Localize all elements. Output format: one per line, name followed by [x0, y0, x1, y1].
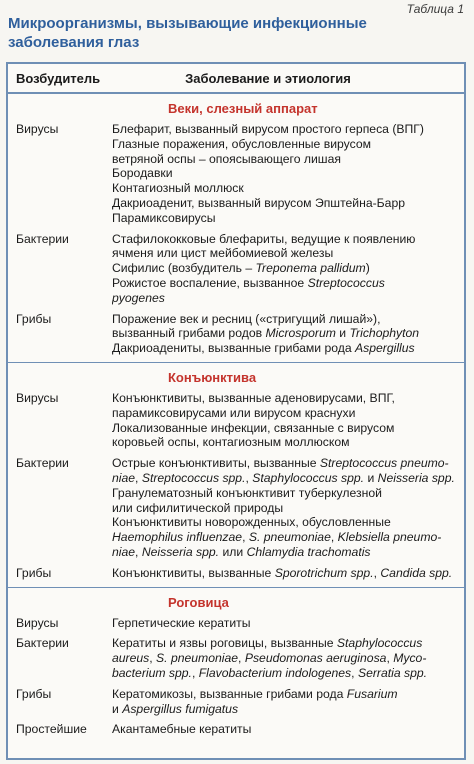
agent-cell: Грибы — [16, 311, 52, 326]
disease-line: Бородавки — [112, 166, 173, 181]
disease-cell — [112, 122, 464, 226]
disease-line: ячменя или цист мейбомиевой железы — [112, 246, 334, 261]
agent-cell: Вирусы — [16, 390, 59, 405]
disease-line: коровьей оспы, контагиозным моллюском — [112, 435, 350, 450]
agent-cell: Вирусы — [16, 122, 59, 136]
disease-line: вызванный грибами родов Microsporum и Trichophyton — [112, 326, 420, 341]
disease-line: Парамиксовирусы — [112, 210, 216, 225]
disease-line: Конъюнктивиты, вызванные Sporotrichum spp., Candida spp. — [112, 565, 453, 580]
disease-line: Локализованные инфекции, связанные с вирусом — [112, 420, 395, 435]
disease-line: Поражение век и ресниц («стригущий лишай»), — [112, 311, 381, 326]
table-label: Таблица 1 — [406, 2, 464, 16]
disease-cell — [112, 456, 464, 560]
agent-cell: Бактерии — [16, 636, 69, 651]
disease-cell — [112, 566, 464, 581]
disease-cell — [112, 616, 464, 631]
disease-line: bacterium spp., Flavobacterium indologenes, Serratia spp. — [112, 665, 428, 680]
agent-cell: Бактерии — [16, 231, 69, 246]
disease-line: Сифилис (возбудитель – Treponema pallidum) — [112, 261, 370, 276]
table-row — [8, 616, 464, 631]
disease-line: Контагиозный моллюск — [112, 181, 244, 196]
table-row — [8, 722, 464, 737]
disease-line: Конъюнктивиты новорожденных, обусловленные — [112, 515, 391, 530]
table-row — [8, 122, 464, 226]
agent-cell: Вирусы — [16, 615, 59, 630]
section-title: Конъюнктива — [168, 369, 257, 385]
disease-line: Герпетические кератиты — [112, 615, 251, 630]
agent-cell: Бактерии — [16, 456, 69, 471]
table-row — [8, 566, 464, 581]
disease-line: Дакриоаденит, вызванный вирусом Эпштейна-Барр — [112, 195, 406, 210]
disease-line: Гранулематозный конъюнктивит туберкулезной — [112, 485, 382, 500]
section-title: Веки, слезный аппарат — [168, 101, 318, 116]
header-agent: Возбудитель — [16, 70, 101, 86]
table-row — [8, 636, 464, 680]
disease-line: aureus, S. pneumoniae, Pseudomonas aeruginosa, Myco- — [112, 651, 427, 666]
section-title: Роговица — [168, 594, 229, 610]
disease-line: ветряной оспы – опоясывающего лишая — [112, 151, 341, 166]
infections-table — [6, 62, 466, 760]
disease-cell — [112, 636, 464, 680]
disease-line: Глазные поражения, обусловленные вирусом — [112, 136, 371, 151]
disease-line: niae, Streptococcus spp., Staphylococcus spp. и Neisseria spp. — [112, 470, 455, 485]
table-body — [8, 94, 464, 743]
table-section — [8, 588, 464, 744]
document-title: Микроорганизмы, вызывающие инфекционные заболевания глаз — [8, 15, 367, 51]
table-row — [8, 687, 464, 717]
disease-line: Острые конъюнктивиты, вызванные Streptococcus pneumo- — [112, 456, 449, 471]
disease-cell — [112, 232, 464, 306]
disease-line: Акантамебные кератиты — [112, 722, 252, 737]
table-header — [8, 64, 464, 94]
disease-line: парамиксовирусами или вирусом краснухи — [112, 405, 356, 420]
disease-line: Блефарит, вызванный вирусом простого герпеса (ВПГ) — [112, 122, 424, 136]
disease-line: Рожистое воспаление, вызванное Streptococcus — [112, 275, 385, 290]
disease-line: pyogenes — [112, 290, 165, 305]
disease-line: Кератомикозы, вызванные грибами рода Fusarium — [112, 686, 398, 701]
disease-line: Стафилококковые блефариты, ведущие к появлению — [112, 231, 416, 246]
disease-line: Haemophilus influenzae, S. pneumoniae, Klebsiella pneumo- — [112, 530, 442, 545]
table-section — [8, 94, 464, 363]
disease-line: или сифилитической природы — [112, 500, 284, 515]
disease-cell — [112, 722, 464, 737]
disease-cell — [112, 312, 464, 356]
table-row — [8, 232, 464, 306]
agent-cell: Простейшие — [16, 722, 87, 737]
table-section — [8, 363, 464, 588]
disease-cell — [112, 687, 464, 717]
agent-cell: Грибы — [16, 565, 52, 580]
agent-cell: Грибы — [16, 686, 52, 701]
disease-line: Конъюнктивиты, вызванные аденовирусами, ВПГ, — [112, 390, 395, 405]
table-row — [8, 312, 464, 356]
disease-line: Кератиты и язвы роговицы, вызванные Staphylococcus — [112, 636, 423, 651]
disease-line: niae, Neisseria spp. или Chlamydia trachomatis — [112, 544, 371, 559]
disease-cell — [112, 391, 464, 450]
table-row — [8, 391, 464, 450]
disease-line: и Aspergillus fumigatus — [112, 701, 239, 716]
disease-line: Дакриоадениты, вызванные грибами рода Aspergillus — [112, 341, 415, 356]
header-disease: Заболевание и этиология — [185, 70, 351, 86]
table-row — [8, 456, 464, 560]
